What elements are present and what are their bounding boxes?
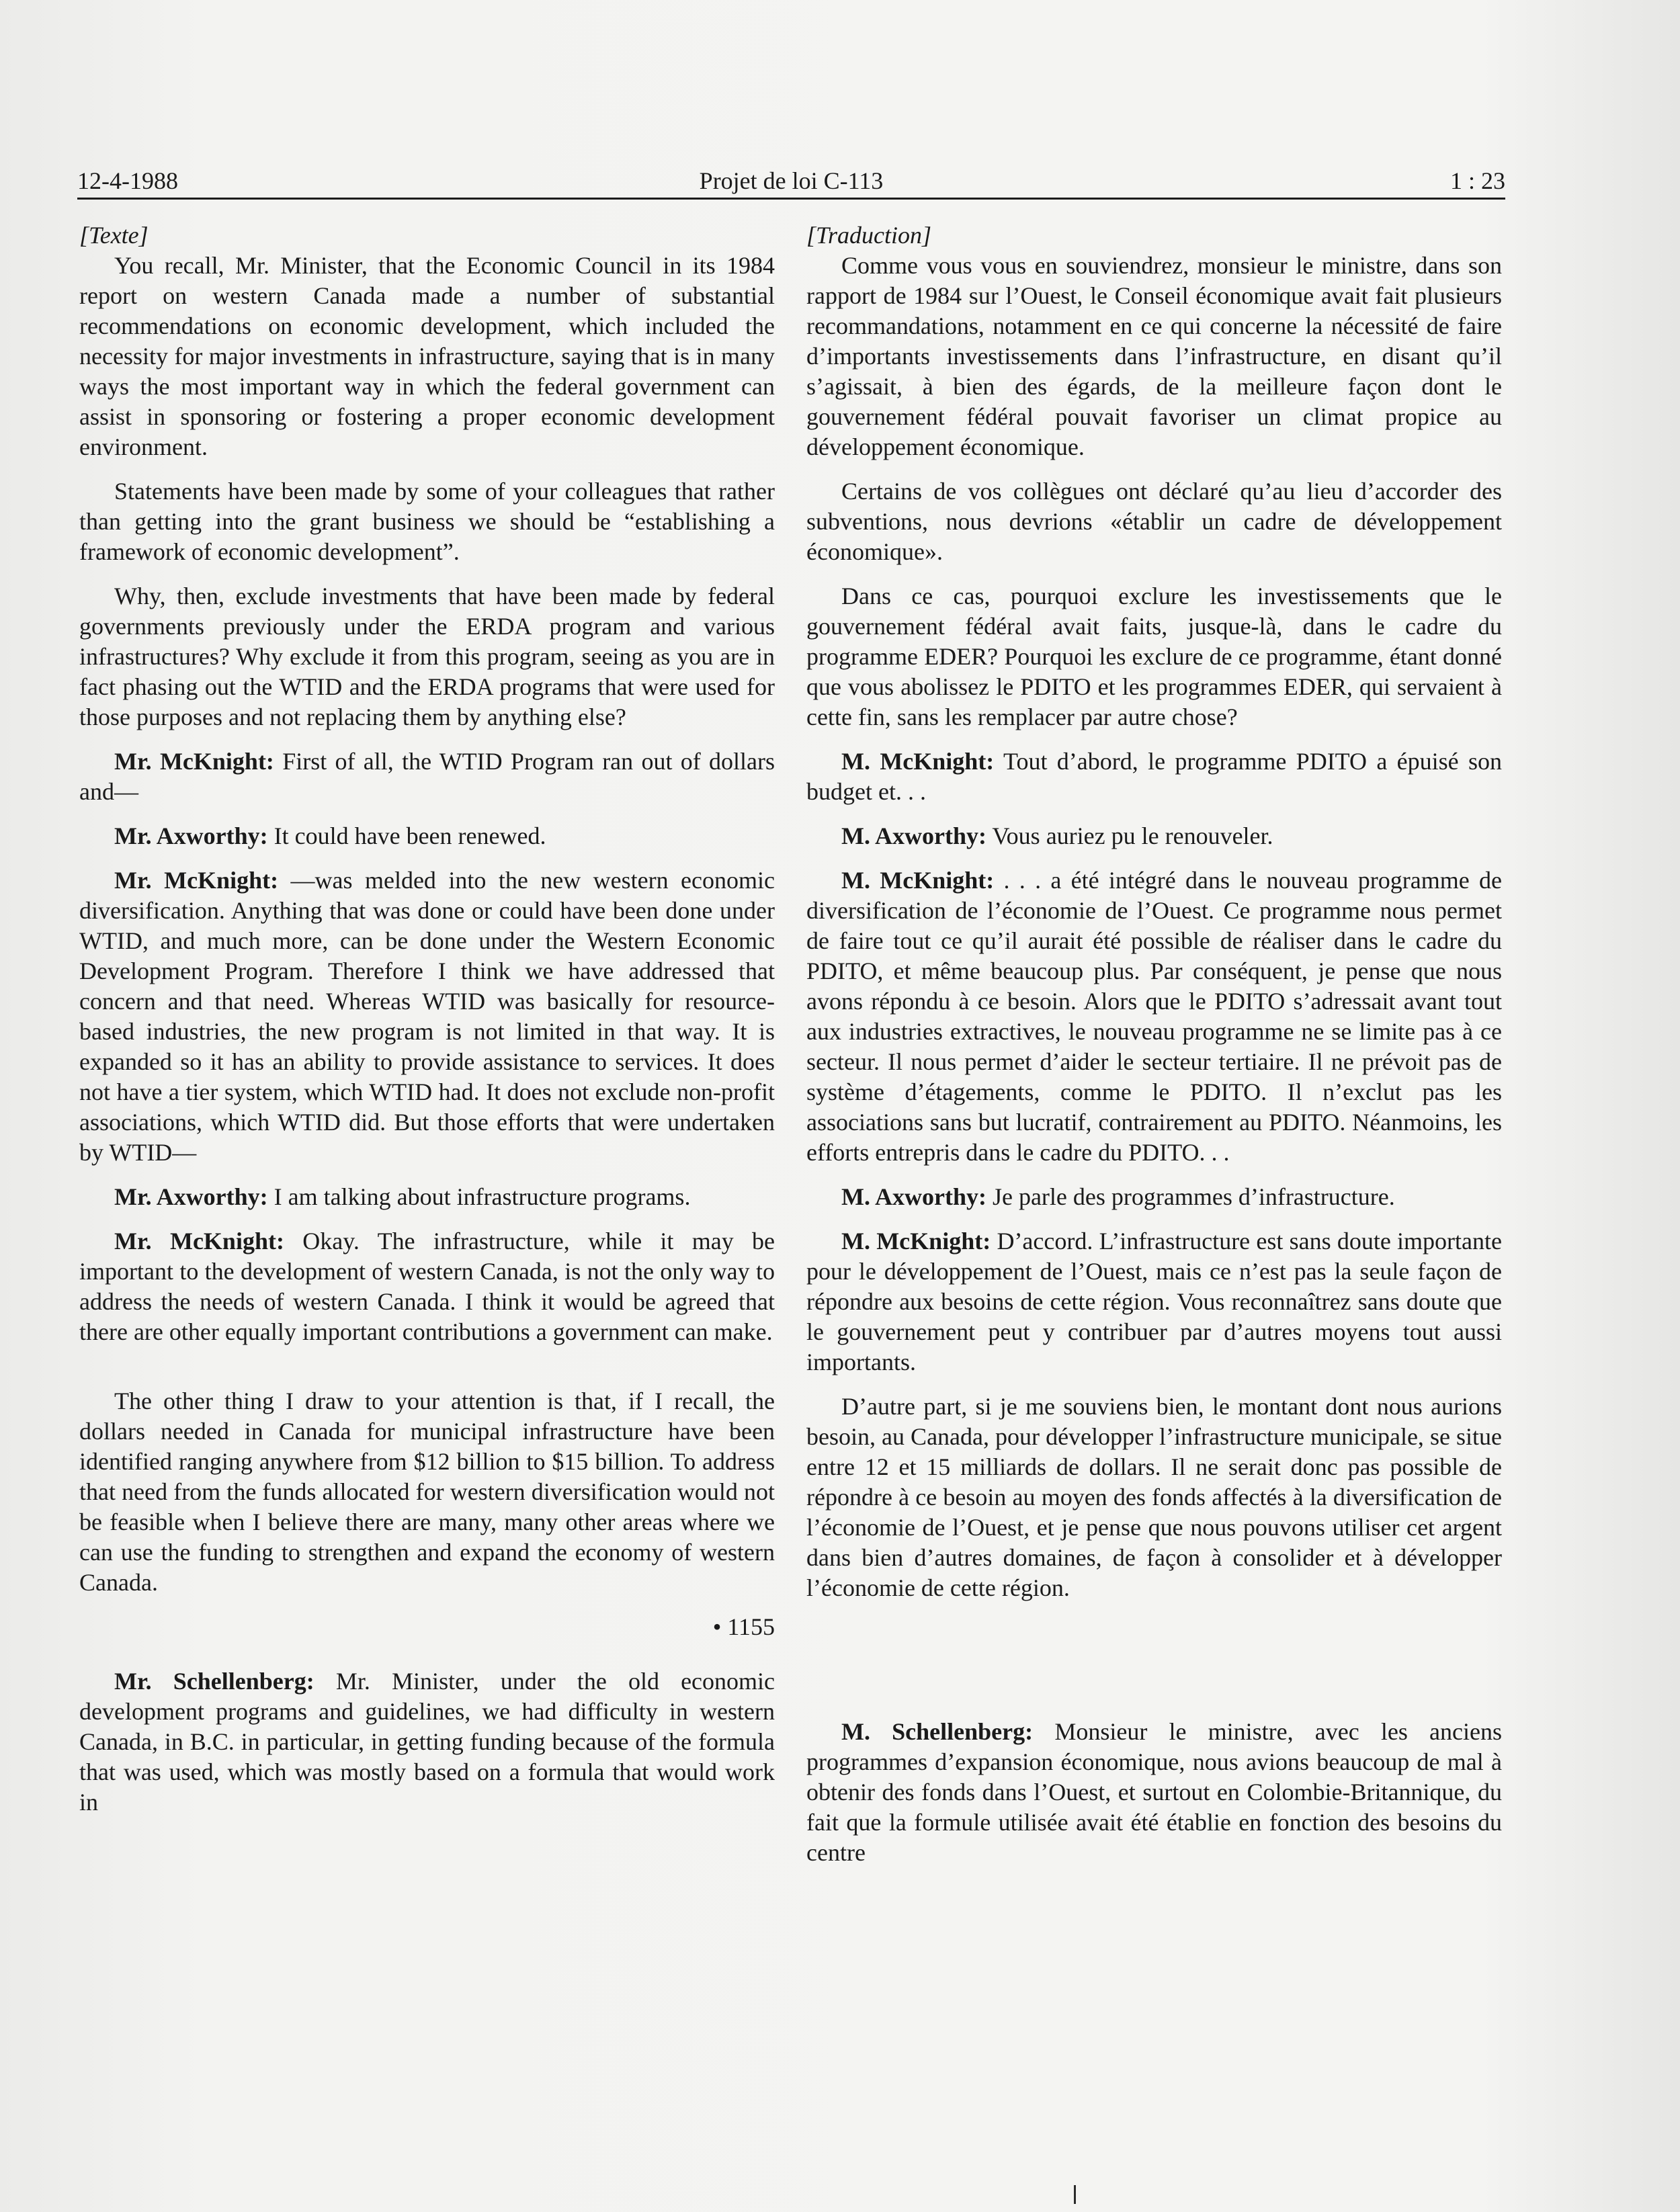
time-mark: • 1155 — [712, 1613, 775, 1640]
page-edge-mark — [1074, 2185, 1076, 2204]
paragraph: Why, then, exclude investments that have been made by federal governments previously under the ERDA program and various infrastructures? Why exclude it from this program, seeing as you are in fact phasing out the WTID and the ERDA programs that were used for those purposes and not replacing them by anything else? — [79, 583, 775, 730]
speaker-name: Mr. McKnight: — [114, 748, 274, 775]
speaker-name: M. Schellenberg: — [841, 1718, 1034, 1745]
paragraph: Comme vous vous en souviendrez, monsieur le ministre, dans son rapport de 1984 sur l’Ouest, le Conseil économique avait fait plusieurs recommandations, notamment en ce qui concerne la nécessité de faire d’importants investissements dans l’infrastructure, en disant qu’il s’agissait, à bien des égards, de la meilleure façon dont le gouvernement fédéral pouvait favoriser un climat propice au développement économique. — [806, 252, 1502, 460]
column-spacer — [806, 1617, 1502, 1717]
paragraph: Certains de vos collègues ont déclaré qu’au lieu d’accorder des subventions, nous devrions «établir un cadre de développement économique». — [806, 478, 1502, 565]
speaker-name: M. Axworthy: — [841, 1183, 986, 1210]
speaker-name: M. Axworthy: — [841, 822, 986, 849]
paragraph: M. McKnight: . . . a été intégré dans le nouveau programme de diversification de l’économie de l’Ouest. Ce programme nous permet de faire tout ce qu’il aurait été possible de réaliser dans le cadre du PDITO, et même beaucoup plus. Par conséquent, je pense que nous avons répondu à ce besoin. Alors que le PDITO s’adressait avant tout aux industries extractives, le nouveau programme ne se limite pas à ce secteur. Il nous permet d’aider le secteur tertiaire. Il ne prévoit pas de système d’étagements, comme le PDITO. Il n’exclut pas les associations sans but lucratif, contrairement au PDITO. Néanmoins, les efforts entrepris dans le cadre du PDITO. . . — [806, 867, 1502, 1166]
paragraph: M. Axworthy: Je parle des programmes d’infrastructure. — [841, 1183, 1395, 1210]
paragraph: Statements have been made by some of your colleagues that rather than getting into the grant business we should be “establishing a framework of economic development”. — [79, 478, 775, 565]
section-marker: [Traduction] — [806, 222, 932, 249]
speaker-name: Mr. McKnight: — [114, 867, 279, 894]
speaker-name: M. McKnight: — [841, 748, 995, 775]
paragraph: You recall, Mr. Minister, that the Economic Council in its 1984 report on western Canada made a number of substantial recommendations on economic development, which included the necessity for major investments in infrastructure, saying that is in many ways the most important way in which the federal government can assist in sponsoring or fostering a proper economic development environment. — [79, 252, 775, 460]
paragraph: M. Schellenberg: Monsieur le ministre, avec les anciens programmes d’expansion économique, nous avions beaucoup de mal à obtenir des fonds dans l’Ouest, et surtout en Colombie-Britannique, du fait que la formule utilisée avait été établie en fonction des besoins du centre — [806, 1718, 1503, 1866]
speaker-name: M. McKnight: — [841, 867, 995, 894]
header-date: 12-4-1988 — [77, 167, 178, 194]
paragraph: D’autre part, si je me souviens bien, le montant dont nous aurions besoin, au Canada, pour développer l’infrastructure municipale, se situe entre 12 et 15 milliards de dollars. Il ne serait donc pas possible de répondre à ce besoin au moyen des fonds affectés à la diversification de l’économie de l’Ouest, et je pense que nous pouvons utiliser cet argent dans bien d’autres domaines, de façon à consolider et à développer l’économie de cette région. — [806, 1393, 1502, 1601]
speaker-name: Mr. Axworthy: — [114, 1183, 268, 1210]
paragraph: Mr. Schellenberg: Mr. Minister, under the old economic development programs and guidelines, we had difficulty in western Canada, in B.C. in particular, in getting funding because of the formula that was used, which was mostly based on a formula that would work in — [79, 1668, 775, 1816]
paragraph: M. McKnight: D’accord. L’infrastructure est sans doute importante pour le développement de l’Ouest, mais ce n’est pas la seule façon de répondre aux besoins de cette région. Vous reconnaîtrez sans doute que le gouvernement peut y contribuer par d’autres moyens tout aussi importants. — [806, 1228, 1502, 1375]
paragraph: The other thing I draw to your attention is that, if I recall, the dollars needed in Canada for municipal infrastructure have been identified ranging anywhere from $12 billion to $15 billion. To address that need from the funds allocated for western diversification would not be feasible when I believe there are many, many other areas where we can use the funding to strengthen and expand the economy of western Canada. — [79, 1388, 775, 1596]
paragraph: Mr. McKnight: First of all, the WTID Program ran out of dollars and— — [79, 748, 775, 805]
paragraph: Dans ce cas, pourquoi exclure les investissements que le gouvernement fédéral avait faits, jusque-là, dans le cadre du programme EDER? Pourquoi les exclure de ce programme, étant donné que vous abolissez le PDITO et les programmes EDER, qui servaient à cette fin, sans les remplacer par autre chose? — [806, 583, 1502, 730]
speaker-name: Mr. Schellenberg: — [114, 1668, 314, 1695]
section-marker: [Texte] — [79, 222, 149, 249]
paragraph: Mr. McKnight: —was melded into the new western economic diversification. Anything that was done or could have been done under WTID, and much more, can be done under the Western Economic Development Program. Therefore I think we have addressed that concern and that need. Whereas WTID was basically for resource-based industries, the new program is not limited in that way. It is expanded so it has an ability to provide assistance to services. It does not have a tier system, which WTID had. It does not exclude non-profit associations, which WTID did. But those efforts that were undertaken by WTID— — [79, 867, 775, 1166]
speaker-name: M. McKnight: — [841, 1228, 991, 1254]
english-column — [79, 220, 775, 1832]
paragraph: Mr. McKnight: Okay. The infrastructure, while it may be important to the development of western Canada, is not the only way to address the needs of western Canada. I think it would be agreed that there are other equally important contributions a government can make. — [79, 1228, 775, 1345]
paragraph: Mr. Axworthy: It could have been renewed. — [114, 822, 546, 849]
french-column — [806, 220, 1502, 1882]
speaker-name: Mr. Axworthy: — [114, 822, 268, 849]
speaker-name: Mr. McKnight: — [114, 1228, 284, 1254]
paragraph: M. McKnight: Tout d’abord, le programme PDITO a épuisé son budget et. . . — [806, 748, 1502, 805]
paragraph: Mr. Axworthy: I am talking about infrastructure programs. — [114, 1183, 691, 1210]
paragraph: M. Axworthy: Vous auriez pu le renouveler. — [841, 822, 1273, 849]
header-page-number: 1 : 23 — [1450, 167, 1505, 194]
header-title: Projet de loi C-113 — [699, 167, 884, 194]
page-header — [77, 163, 1505, 200]
